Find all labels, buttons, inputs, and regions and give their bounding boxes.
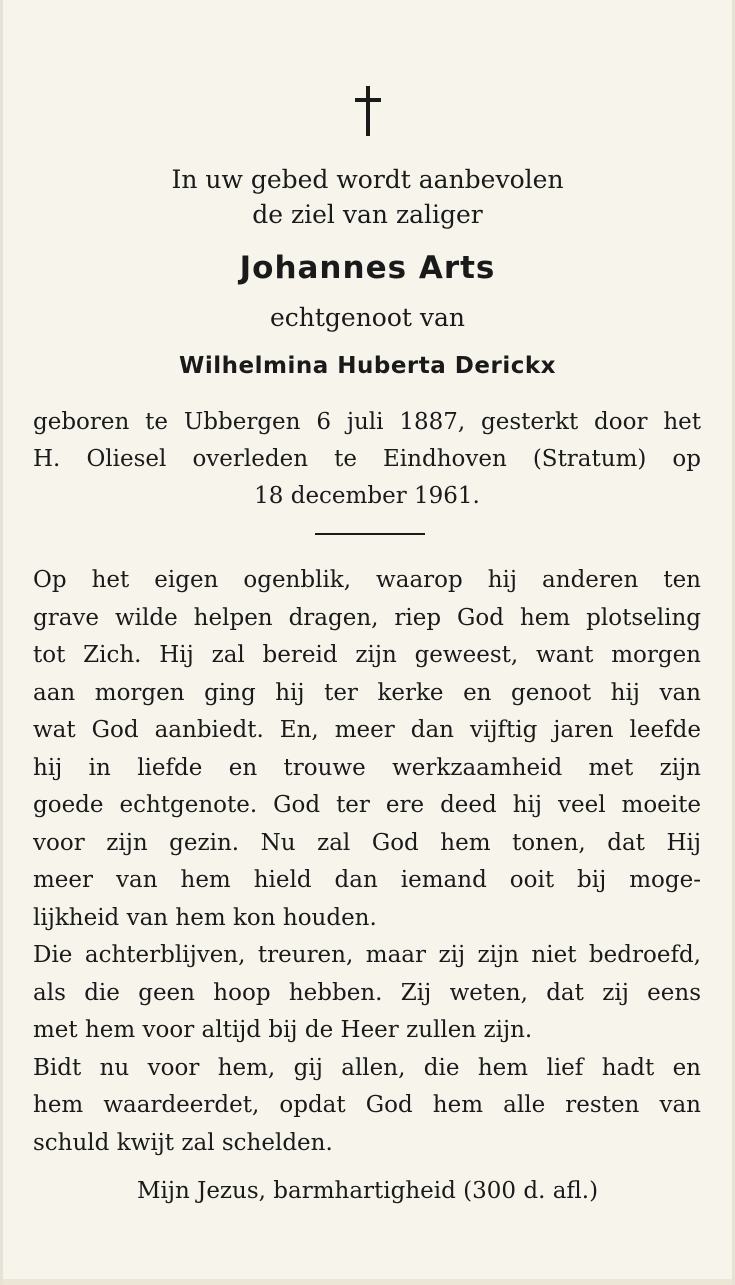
body-line: Die achterblijven, treuren, maar zij zijn niet bedroefd, — [33, 942, 701, 968]
closing-prayer: Mijn Jezus, barmhartigheid (300 d. afl.) — [136, 1178, 599, 1204]
heading-line-2: de ziel van zaliger — [252, 200, 483, 229]
deceased-name: Johannes Arts — [239, 250, 496, 286]
body-line: goede echtgenote. God ter ere deed hij veel moeite — [33, 792, 701, 818]
body-line: meer van hem hield dan iemand ooit bij moge- — [33, 867, 701, 893]
birth-death-line: geboren te Ubbergen 6 juli 1887, gesterkt door het — [33, 409, 701, 435]
body-line: aan morgen ging hij ter kerke en genoot hij van — [33, 679, 701, 706]
body-line: als die geen hoop hebben. Zij weten, dat zij eens — [33, 979, 701, 1006]
body-line: hem waardeerdet, opdat God hem alle resten van — [33, 1092, 701, 1118]
birth-death-paragraph — [33, 404, 701, 515]
body-line: met hem voor altijd bij de Heer zullen zijn. — [33, 1017, 533, 1043]
body-line: Bidt nu voor hem, gij allen, die hem lief hadt en — [33, 1054, 701, 1081]
body-line: voor zijn gezin. Nu zal God hem tonen, dat Hij — [33, 829, 701, 856]
spouse-name: Wilhelmina Huberta Derickx — [179, 353, 556, 379]
cross-icon — [3, 86, 732, 136]
body-paragraph — [33, 562, 701, 1162]
body-line: lijkheid van hem kon houden. — [33, 904, 377, 931]
body-line: grave wilde helpen dragen, riep God hem plotseling — [33, 604, 701, 631]
body-line: schuld kwijt zal schelden. — [33, 1129, 333, 1156]
body-line: tot Zich. Hij zal bereid zijn geweest, want morgen — [33, 642, 701, 668]
divider — [315, 533, 425, 535]
body-line: wat God aanbiedt. En, meer dan vijftig jaren leefde — [33, 717, 701, 743]
body-line: hij in liefde en trouwe werkzaamheid met zijn — [33, 754, 701, 781]
birth-death-line: H. Oliesel overleden te Eindhoven (Stratum) op — [33, 446, 701, 472]
birth-death-line: 18 december 1961. — [254, 483, 480, 509]
body-line: Op het eigen ogenblik, waarop hij anderen ten — [33, 567, 701, 593]
spouse-label: echtgenoot van — [269, 303, 466, 332]
heading-line-1: In uw gebed wordt aanbevolen — [171, 165, 564, 194]
